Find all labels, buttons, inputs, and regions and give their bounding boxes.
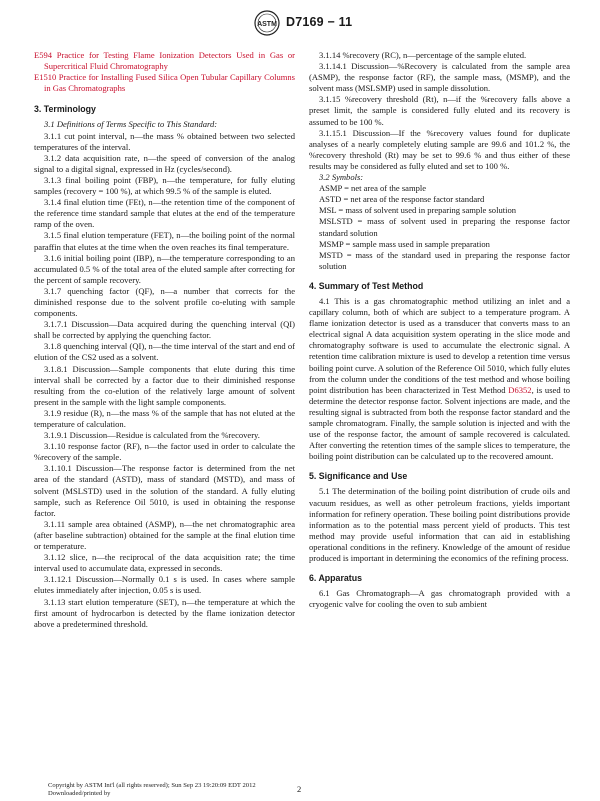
paragraph: 3.1.10.1 Discussion—The response factor is determined from the net area of the standard (ASTD), mass of standard (MSTD), and mass of solvent (MSLSTD) used in the solution of the standard. A fully eluting sample, such as Reference Oil 5010, is used in obtaining the response factor. <box>34 463 295 518</box>
left-column <box>34 50 295 630</box>
paragraph: 3.1.3 final boiling point (FBP), n—the temperature, for fully eluting samples (recovery = 100 %), at which 99.5 % of the sample is eluted. <box>34 174 295 197</box>
paragraph: 3.1.5 final elution temperature (FET), n—the boiling point of the normal paraffin that elutes at the time when the oven reaches its final temperature. <box>34 230 295 252</box>
paragraph: 3.1.9 residue (R), n—the mass % of the sample that has not eluted at the temperature of calculation. <box>34 407 295 429</box>
symbol-definition: MSTD = mass of the standard used in preparing the response factor solution <box>319 249 570 271</box>
document-designation: D7169 − 11 <box>286 15 353 29</box>
symbol-definition: MSMP = sample mass used in sample preparation <box>319 238 490 249</box>
paragraph: 3.1.12 slice, n—the reciprocal of the data acquisition rate; the time interval used to accumulate data, expressed in seconds. <box>34 552 295 574</box>
section-heading: 3. Terminology <box>34 104 96 115</box>
paragraph: 3.1.7.1 Discussion—Data acquired during the quenching interval (QI) shall be corrected by applying the quenching factor. <box>34 319 295 341</box>
page-header <box>0 10 600 40</box>
paragraph: 6.1 Gas Chromatograph—A gas chromatograph provided with a cryogenic valve for cooling the oven to sub ambient <box>309 588 570 610</box>
download-line: Downloaded/printed by <box>48 790 111 798</box>
reference-link-d6352[interactable]: D6352 <box>508 384 532 395</box>
paragraph: 3.1.12.1 Discussion—Normally 0.1 s is used. In cases where sample elutes immediately after injection, 0.05 s is used. <box>34 574 295 596</box>
section-heading: 5. Significance and Use <box>309 471 408 482</box>
symbol-definition: ASMP = net area of the sample <box>319 183 427 194</box>
symbol-definition: MSL = mass of solvent used in preparing sample solution <box>319 205 517 216</box>
reference-e1510[interactable]: E1510 Practice for Installing Fused Silica Open Tubular Capillary Columns in Gas Chromatographs <box>34 72 295 94</box>
paragraph: 3.1.9.1 Discussion—Residue is calculated from the %recovery. <box>44 430 260 441</box>
copyright-footer <box>48 782 256 798</box>
astm-logo-icon <box>254 10 280 36</box>
paragraph: 3.1.13 start elution temperature (SET), n—the temperature at which the first amount of hydrocarbon is detected by the flame ionization detector above a predetermined threshold. <box>34 596 295 629</box>
paragraph: 3.1.14.1 Discussion—%Recovery is calculated from the sample area (ASMP), the response factor (RF), the sample mass, (MSMP), and the solvent mass (MSLSMP) used in sample dissolution. <box>309 61 570 94</box>
symbol-definition: MSLSTD = mass of solvent used in preparing the response factor standard solution <box>319 216 570 238</box>
page-number: 2 <box>297 784 302 794</box>
paragraph: 5.1 The determination of the boiling point distribution of crude oils and vacuum residues, as well as other petroleum fractions, yields important information for refinery operation. These boiling point distributions provide information as to the potential mass percent yield of products. This test method may provide useful information that can aid in establishing operational conditions in the refinery. Knowledge of the amount of residue produced is important in determining the economics of the refining process. <box>309 486 570 564</box>
section-heading: 4. Summary of Test Method <box>309 280 424 291</box>
paragraph: 3.1 Definitions of Terms Specific to This Standard: <box>44 119 218 130</box>
paragraph: 3.1.4 final elution time (FEt), n—the retention time of the component of the reference time standard sample that elutes at the end of the temperature ramp of the oven. <box>34 197 295 230</box>
paragraph: 3.1.11 sample area obtained (ASMP), n—the net chromatographic area (after baseline subtraction) obtained for the sample at the final elution time or temperature. <box>34 518 295 552</box>
paragraph: 3.1.1 cut point interval, n—the mass % obtained between two selected temperatures of the interval. <box>34 130 295 152</box>
paragraph: 3.1.2 data acquisition rate, n—the speed of conversion of the analog signal to a digital signal, expressed in Hz (cycles/second). <box>34 152 295 174</box>
paragraph: 3.1.7 quenching factor (QF), n—a number that corrects for the diminished response due to the solvent profile co-eluting with sample components. <box>34 285 295 319</box>
paragraph: 3.1.8 quenching interval (QI), n—the time interval of the start and end of elution of the CS2 used as a solvent. <box>34 341 295 363</box>
reference-e594[interactable]: E594 Practice for Testing Flame Ionization Detectors Used in Gas or Supercritical Fluid Chromatography <box>34 50 295 72</box>
paragraph: 4.1 This is a gas chromatographic method utilizing an inlet and a capillary column, both of which are subject to a temperature program. A flame ionization detector is used as a transducer that converts mass to an electrical signal A data acquisition system operating in the slice mode and chromatography software is used to accumulate the electronic signal. A retention time calibration mixture is used to develop a retention time versus boiling point curve. A solution of the Reference Oil 5010, which fully elutes from the column under the conditions of the test method and whose boiling point distribution has been characterized in Test Method D6352, is used to determine the detector response factor. Solvent injections are made, and the resulting signal is subtracted from both the response factor standard and the sample chromatogram. Finally, the sample solution is injected and with the use of the response factor, the amount of sample recovered is calculated. After converting the retention times of the sample slices to temperature, the boiling point distribution can be calculated up to the recovered amount. <box>309 295 570 462</box>
right-column <box>309 50 570 610</box>
paragraph: 3.2 Symbols: <box>319 172 364 183</box>
paragraph: 3.1.15 %recovery threshold (Rt), n—if the %recovery falls above a preset limit, the sample is considered fully eluted and its recovery is assumed to be 100 %. <box>309 94 570 127</box>
paragraph: 3.1.6 initial boiling point (IBP), n—the temperature corresponding to an accumulated 0.5 % of the total area of the eluted sample after correcting for the percent of sample recovery. <box>34 252 295 285</box>
paragraph: 3.1.10 response factor (RF), n—the factor used in order to calculate the %recovery of the sample. <box>34 441 295 463</box>
paragraph: 3.1.8.1 Discussion—Sample components that elute during this time interval shall be corrected by a factor due to their diminished response resulting from the co-elution of the relatively large amount of solvent present in the sample with the light sample components. <box>34 363 295 407</box>
paragraph: 3.1.14 %recovery (RC), n—percentage of the sample eluted. <box>319 50 527 60</box>
svg-text:ASTM: ASTM <box>257 21 277 28</box>
copyright-line: Copyright by ASTM Int'l (all rights reserved); Sun Sep 23 19:20:09 EDT 2012 <box>48 782 256 789</box>
section-heading: 6. Apparatus <box>309 573 362 584</box>
symbol-definition: ASTD = net area of the response factor standard <box>319 194 485 205</box>
paragraph: 3.1.15.1 Discussion—If the %recovery values found for duplicate analyses of a nearly completely eluting sample are 99.6 and 101.2 %, the %recovery threshold (Rt) may be set to 99.6 % and thus either of these results may be considered as fully eluted and set to 100 %. <box>309 127 570 171</box>
